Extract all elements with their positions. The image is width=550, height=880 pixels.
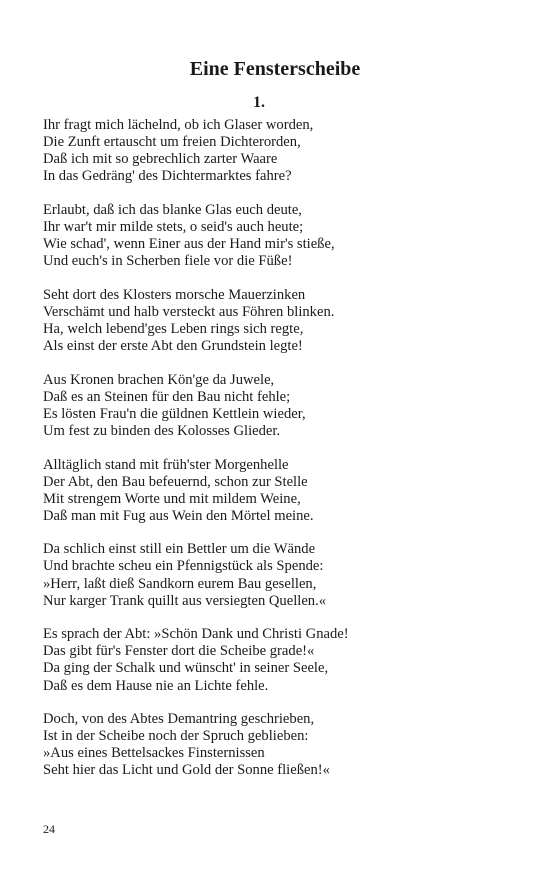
poem-line: Verschämt und halb versteckt aus Föhren blinken. — [43, 303, 335, 320]
poem-line: Mit strengem Worte und mit mildem Weine, — [43, 490, 301, 507]
poem-line: Die Zunft ertauscht um freien Dichterorden, — [43, 134, 301, 151]
poem-line: Und brachte scheu ein Pfennigstück als Spende: — [43, 558, 324, 575]
poem-line: Um fest zu binden des Kolosses Glieder. — [43, 422, 281, 439]
poem-line: Das gibt für's Fenster dort die Scheibe grade!« — [43, 643, 315, 660]
part-number: 1. — [253, 94, 265, 111]
poem-line: Es sprach der Abt: »Schön Dank und Christi Gnade! — [43, 626, 349, 643]
poem-line: In das Gedräng' des Dichtermarktes fahre? — [43, 168, 292, 185]
stanza-3 — [43, 287, 523, 355]
poem-body — [43, 117, 523, 796]
poem-line: Ist in der Scheibe noch der Spruch geblieben: — [43, 728, 309, 745]
poem-title: Eine Fensterscheibe — [189, 58, 361, 80]
poem-line: Als einst der erste Abt den Grundstein legte! — [43, 338, 303, 355]
page-number: 24 — [43, 822, 55, 836]
poem-line: Und euch's in Scherben fiele vor die Füße! — [43, 253, 293, 270]
poem-line: Alltäglich stand mit früh'ster Morgenhelle — [43, 456, 289, 473]
stanza-4 — [43, 372, 523, 440]
poem-line: Daß man mit Fug aus Wein den Mörtel meine. — [43, 507, 314, 524]
poem-line: Seht dort des Klosters morsche Mauerzinken — [43, 286, 306, 303]
poem-line: Ihr war't mir milde stets, o seid's auch heute; — [43, 218, 304, 235]
poem-line: Aus Kronen brachen Kön'ge da Juwele, — [43, 371, 275, 388]
poem-line: Wie schad', wenn Einer aus der Hand mir's stieße, — [43, 236, 335, 253]
stanza-1 — [43, 117, 523, 185]
poem-line: Ihr fragt mich lächelnd, ob ich Glaser worden, — [43, 117, 314, 133]
poem-line: »Aus eines Bettelsackes Finsternissen — [43, 745, 265, 762]
poem-line: »Herr, laßt dieß Sandkorn eurem Bau gesellen, — [43, 575, 317, 592]
poem-line: Doch, von des Abtes Demantring geschrieben, — [43, 711, 315, 728]
poem-line: Seht hier das Licht und Gold der Sonne fließen!« — [43, 762, 330, 779]
poem-line: Ha, welch lebend'ges Leben rings sich regte, — [43, 320, 304, 337]
poem-line: Nur karger Trank quillt aus versiegten Quellen.« — [43, 592, 327, 609]
stanza-7 — [43, 626, 523, 694]
stanza-5 — [43, 457, 523, 525]
poem-line: Daß es an Steinen für den Bau nicht fehle; — [43, 388, 291, 405]
poem-line: Daß es dem Hause nie an Lichte fehle. — [43, 677, 269, 694]
stanza-2 — [43, 202, 523, 270]
poem-line: Daß ich mit so gebrechlich zarter Waare — [43, 151, 278, 168]
poem-line: Es lösten Frau'n die güldnen Kettlein wieder, — [43, 405, 306, 422]
poem-line: Da schlich einst still ein Bettler um die Wände — [43, 541, 316, 558]
poem-line: Der Abt, den Bau befeuernd, schon zur Stelle — [43, 473, 308, 490]
poem-line: Da ging der Schalk und wünscht' in seiner Seele, — [43, 660, 329, 677]
stanza-6 — [43, 541, 523, 609]
stanza-8 — [43, 711, 523, 779]
poem-line: Erlaubt, daß ich das blanke Glas euch deute, — [43, 201, 302, 218]
